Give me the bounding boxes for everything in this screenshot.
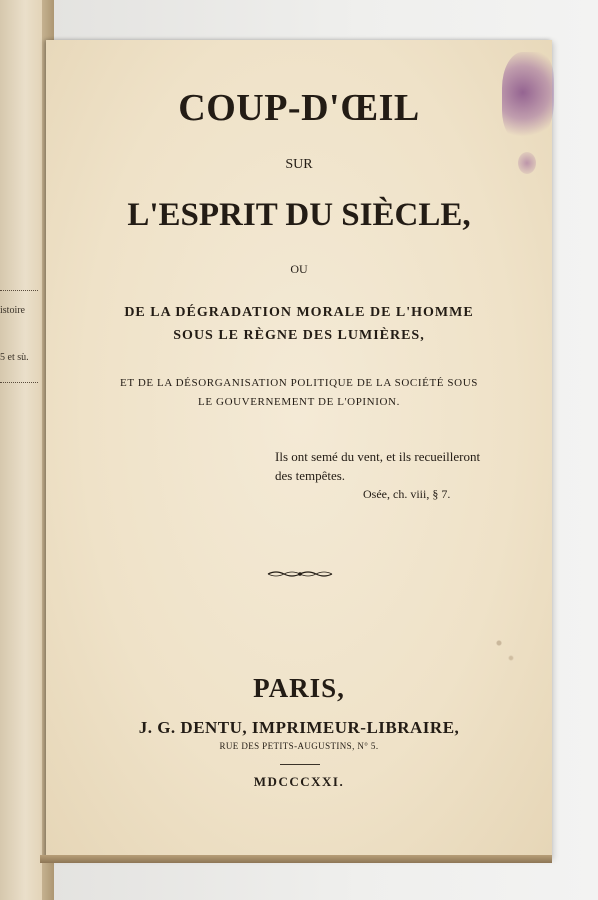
subtitle-line: LE GOUVERNEMENT DE L'OPINION. [198,396,400,408]
imprint-city: PARIS, [253,673,345,703]
facing-page-text: istoire [0,305,25,316]
facing-page-rule [0,290,38,291]
imprint-address: RUE DES PETITS-AUGUSTINS, N° 5. [219,741,379,751]
subtitle-line: DE LA DÉGRADATION MORALE DE L'HOMME [124,305,474,320]
printer-ornament [266,568,334,580]
epigraph-reference: Osée, ch. viii, § 7. [363,487,451,501]
facing-page-text: 5 et sù. [0,352,29,363]
foxing-marks [490,628,520,678]
book-title: COUP-D'ŒIL [178,87,420,129]
epigraph-line: des tempêtes. [275,468,346,483]
facing-page-rule [0,382,38,383]
subtitle-line: SOUS LE RÈGNE DES LUMIÈRES, [173,328,425,343]
subtitle-line: ET DE LA DÉSORGANISATION POLITIQUE DE LA SOCIÉTÉ SOUS [120,377,478,389]
title-connector: OU [290,262,308,276]
imprint-year: MDCCCXXI. [253,774,345,789]
epigraph-line: Ils ont semé du vent, et ils recueilleront [275,449,481,464]
book-subtitle: L'ESPRIT DU SIÈCLE, [127,197,471,233]
imprint-publisher: J. G. DENTU, IMPRIMEUR-LIBRAIRE, [138,718,460,737]
title-connector: SUR [285,157,313,172]
page-edge [40,855,552,863]
facing-page [0,0,42,900]
divider [280,764,320,765]
epigraph [275,447,480,504]
